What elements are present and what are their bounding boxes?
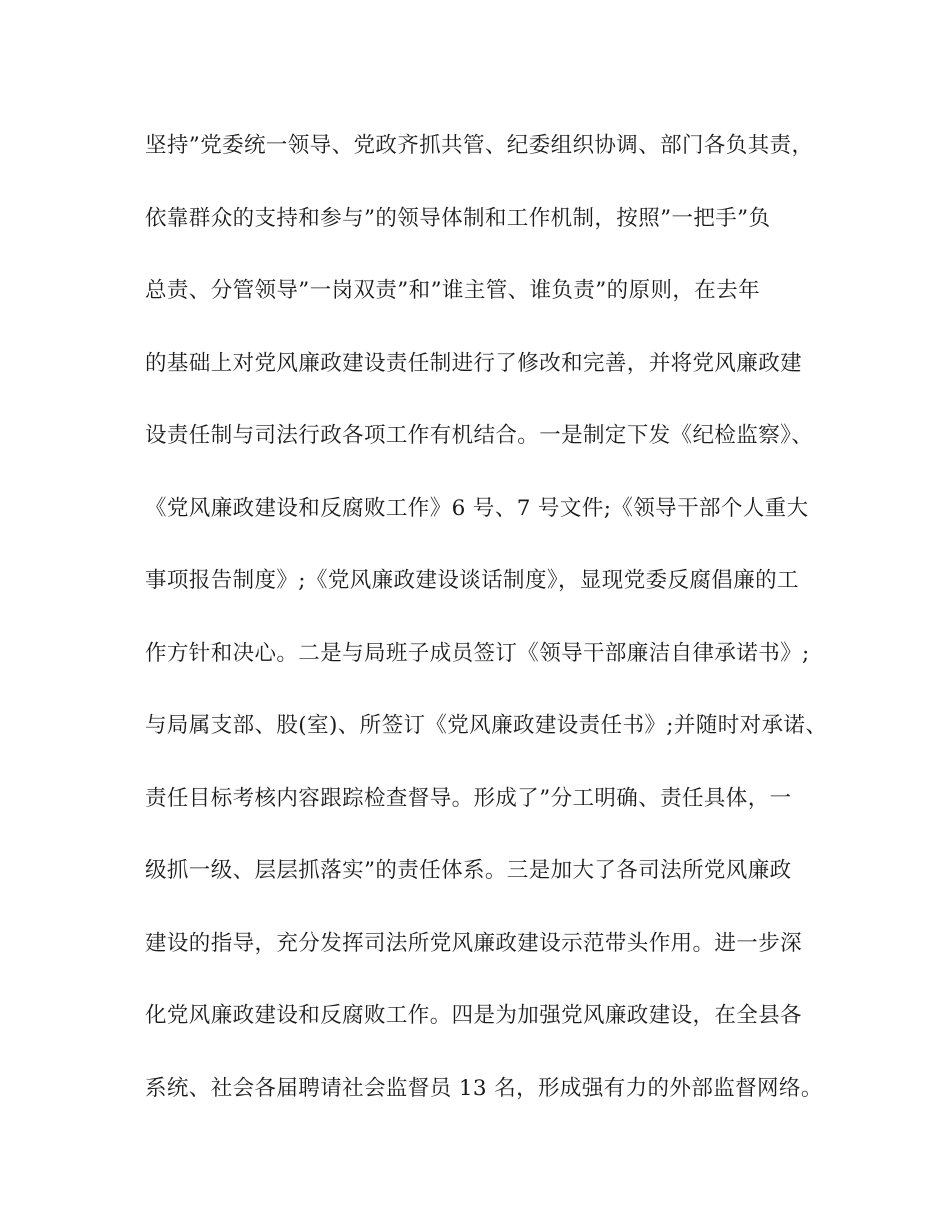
text-line: 总责、分管领导”一岗双责”和”谁主管、谁负责”的原则，在去年 — [145, 278, 760, 303]
text-line: 级抓一级、层层抓落实”的责任体系。三是加大了各司法所党风廉政 — [145, 858, 792, 883]
text-line: 依靠群众的支持和参与”的领导体制和工作机制，按照”一把手”负 — [145, 205, 771, 231]
text-line: 的基础上对党风廉政建设责任制进行了修改和完善，并将党风廉政建 — [145, 350, 803, 376]
text-line: 事项报告制度》;《党风廉政建设谈话制度》，显现党委反腐倡廉的工 — [145, 568, 799, 593]
text-line: 《党风廉政建设和反腐败工作》6 号、7 号文件;《领导干部个人重大 — [145, 495, 809, 521]
text-line: 设责任制与司法行政各项工作有机结合。一是制定下发《纪检监察》、 — [145, 423, 814, 448]
body-paragraph — [145, 120, 835, 1135]
text-line: 作方针和决心。二是与局班子成员签订《领导干部廉洁自律承诺书》; — [145, 640, 810, 666]
text-line: 建设的指导，充分发挥司法所党风廉政建设示范带头作用。进一步深 — [145, 930, 803, 956]
text-line: 与局属支部、股(室)、所签订《党风廉政建设责任书》;并随时对承诺、 — [145, 713, 828, 738]
text-line: 化党风廉政建设和反腐败工作。四是为加强党风廉政建设，在全县各 — [145, 1003, 803, 1028]
text-line: 系统、社会各届聘请社会监督员 13 名，形成强有力的外部监督网络。 — [145, 1075, 823, 1101]
text-line: 坚持”党委统一领导、党政齐抓共管、纪委组织协调、部门各负其责， — [145, 133, 814, 158]
text-line: 责任目标考核内容跟踪检查督导。形成了”分工明确、责任具体，一 — [145, 785, 792, 811]
